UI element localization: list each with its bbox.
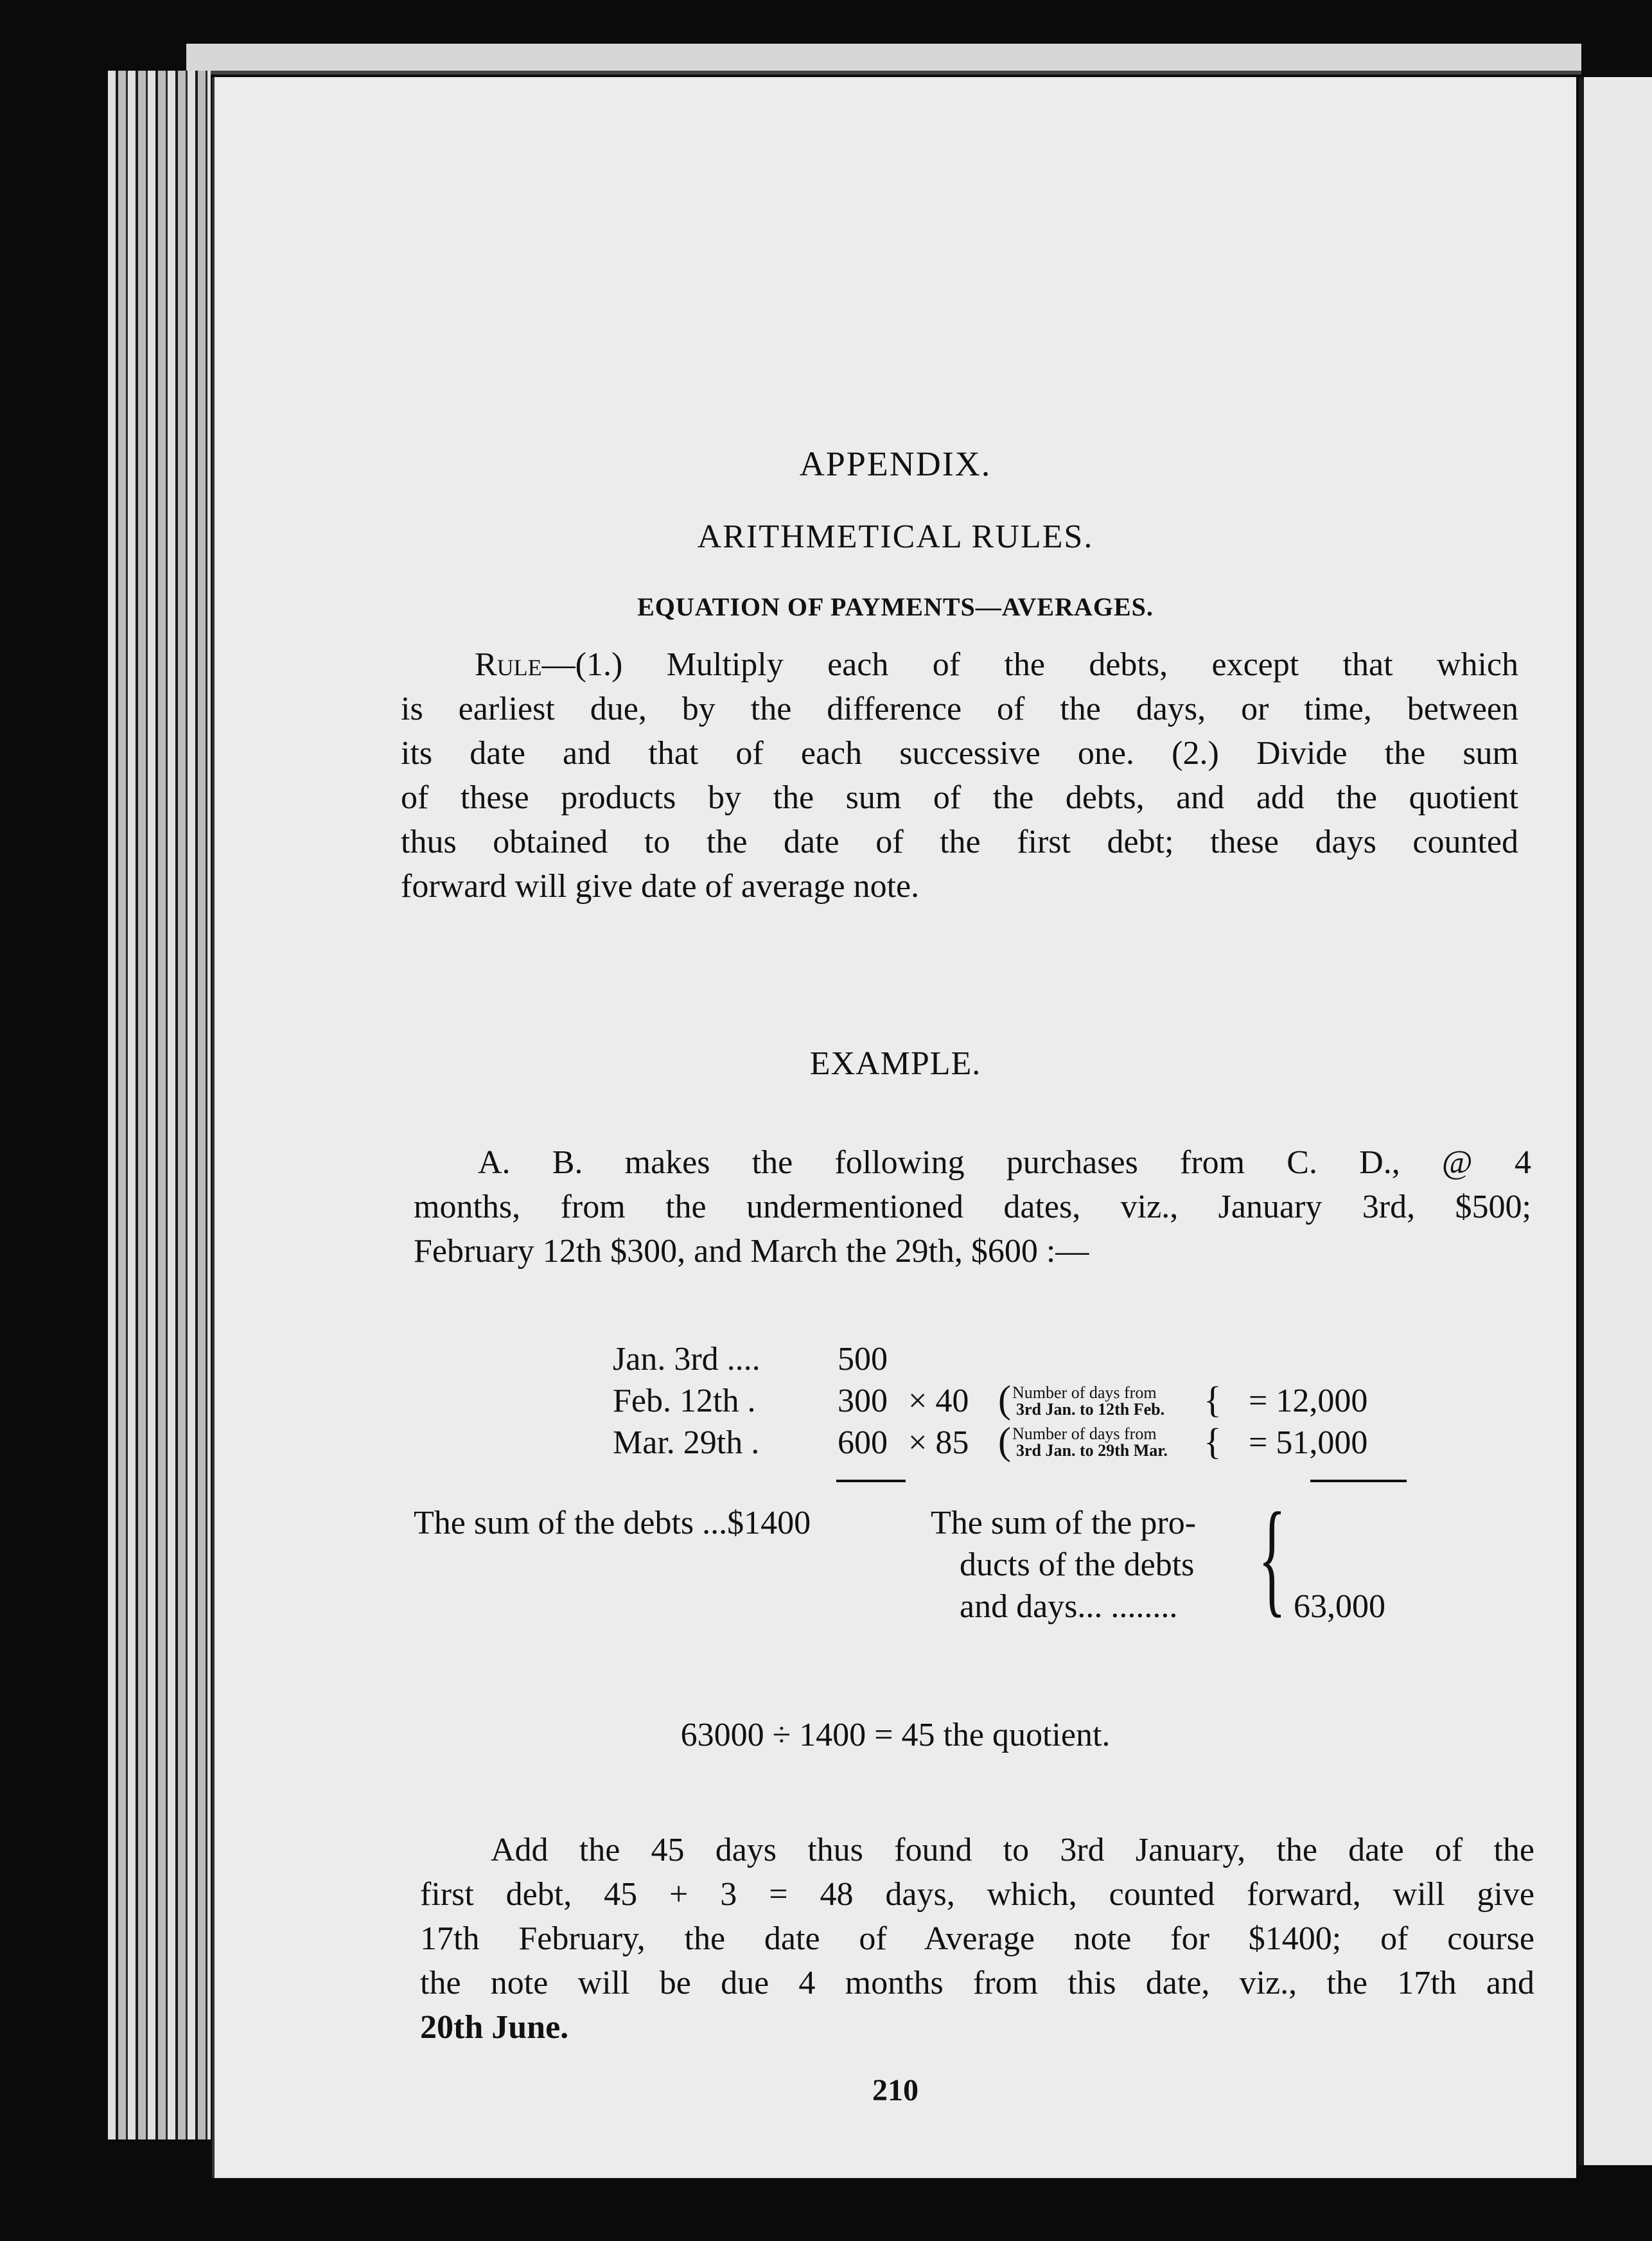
total-products: 63,000 [1294, 1588, 1385, 1625]
sum-rule-line [1310, 1480, 1407, 1482]
row-product: = 51,000 [1249, 1424, 1368, 1461]
row-multiplier: × 40 [908, 1383, 969, 1419]
conclusion-line: Add the 45 days thus found to 3rd January, the date of the [491, 1832, 1534, 1868]
conclusion-line: the note will be due 4 months from this date, viz., the 17th and [420, 1965, 1534, 2001]
row-amount: 600 [838, 1424, 888, 1461]
conclusion-line: first debt, 45 + 3 = 48 days, which, counted forward, will give [420, 1876, 1534, 1913]
rule-line: is earliest due, by the difference of the days, or time, between [401, 691, 1518, 727]
rule-line: forward will give date of average note. [401, 868, 920, 905]
example-intro [414, 1140, 1531, 1273]
example-intro-line: February 12th $300, and March the 29th, $600 :— [414, 1233, 1089, 1270]
row-date: Feb. 12th . [613, 1383, 756, 1419]
open-paren: ( [998, 1420, 1011, 1462]
page-number: 210 [872, 2073, 918, 2107]
example-heading: EXAMPLE. [809, 1045, 981, 1082]
sum-rule-line [836, 1480, 906, 1482]
rule-paragraph [401, 642, 1518, 908]
facing-page-strip [1579, 77, 1652, 2165]
row-date: Mar. 29th . [613, 1424, 760, 1461]
row-note: Number of days from [1012, 1424, 1157, 1443]
row-multiplier: × 85 [908, 1424, 969, 1461]
row-note: Number of days from [1012, 1383, 1157, 1402]
sum-products-label: and days... ........ [960, 1588, 1178, 1625]
division-line: 63000 ÷ 1400 = 45 the quotient. [680, 1717, 1111, 1753]
conclusion-paragraph [420, 1828, 1534, 2050]
large-brace-icon: { [1258, 1487, 1287, 1629]
sum-products-label: The sum of the pro- [931, 1505, 1197, 1541]
appendix-heading: APPENDIX. [799, 445, 992, 483]
arithmetical-rules-heading: ARITHMETICAL RULES. [697, 518, 1094, 555]
row-note: 3rd Jan. to 29th Mar. [1016, 1441, 1168, 1460]
rule-line: of these products by the sum of the debts, and add the quotient [401, 779, 1518, 816]
section-heading: EQUATION OF PAYMENTS—AVERAGES. [637, 592, 1154, 621]
rule-line [401, 642, 1518, 687]
example-intro-line: months, from the undermentioned dates, viz., January 3rd, $500; [414, 1189, 1531, 1225]
row-product: = 12,000 [1249, 1383, 1368, 1419]
brace-icon: { [1204, 1379, 1222, 1421]
row-amount: 300 [838, 1383, 888, 1419]
brace-icon: { [1204, 1421, 1222, 1462]
book-top-edge [186, 44, 1581, 75]
conclusion-line: 17th February, the date of Average note for $1400; of course [420, 1920, 1534, 1957]
conclusion-line: 20th June. [420, 2009, 569, 2046]
open-paren: ( [998, 1378, 1011, 1421]
rule-line: its date and that of each successive one. (2.) Divide the sum [401, 735, 1518, 772]
row-note: 3rd Jan. to 12th Feb. [1016, 1400, 1165, 1419]
row-date: Jan. 3rd .... [613, 1341, 760, 1377]
sum-products-label: ducts of the debts [960, 1546, 1195, 1583]
rule-line-text: —(1.) Multiply each of the debts, except that which [541, 646, 1518, 683]
book-page [212, 77, 1576, 2178]
sum-of-debts: The sum of the debts ...$1400 [414, 1505, 811, 1541]
example-intro-line: A. B. makes the following purchases from C. D., @ 4 [478, 1144, 1531, 1181]
rule-line: thus obtained to the date of the first debt; these days counted [401, 824, 1518, 860]
rule-label: Rule [475, 646, 542, 683]
row-amount: 500 [838, 1341, 888, 1377]
book-page-edges [108, 71, 211, 2139]
